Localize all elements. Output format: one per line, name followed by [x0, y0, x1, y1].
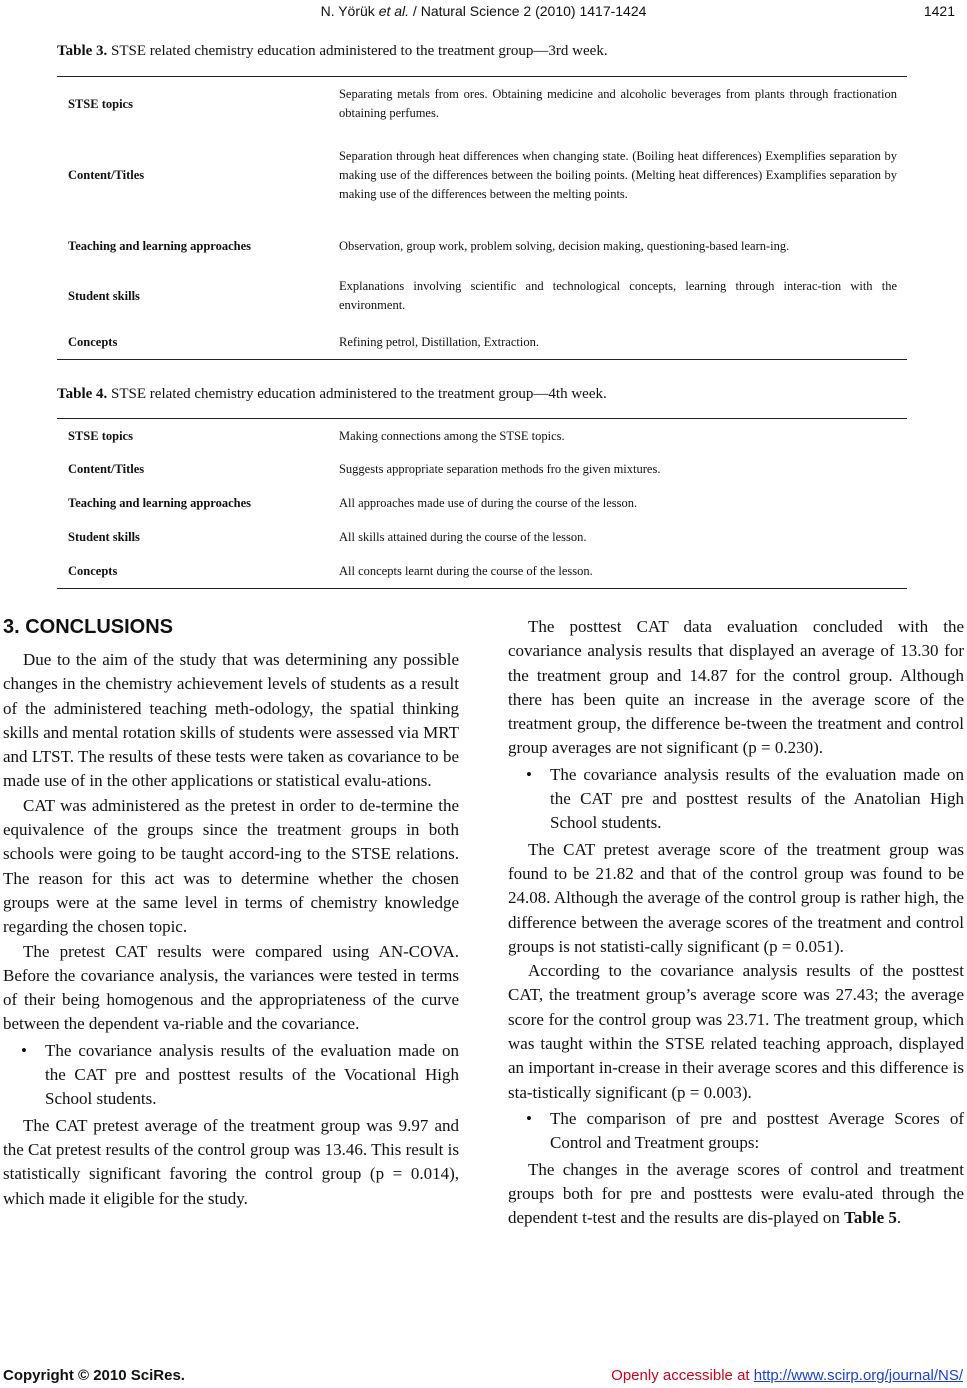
table-value: Refining petrol, Distillation, Extraction. [338, 334, 539, 349]
table-value: All skills attained during the course of the lesson. [338, 529, 587, 544]
table-row [57, 128, 907, 222]
table-value: All concepts learnt during the course of the lesson. [338, 563, 593, 578]
table3-top-rule [57, 76, 907, 77]
table3-caption [57, 43, 608, 60]
table4-caption [57, 386, 607, 403]
running-head [0, 3, 967, 23]
section-heading: 3. CONCLUSIONS [3, 616, 174, 638]
table-value: Suggests appropriate separation methods fro the given mixtures. [338, 461, 661, 476]
page-number: 1421 [923, 3, 955, 19]
bullet-text: The comparison of pre and posttest Average Scores of Control and Treatment groups: [550, 1108, 964, 1153]
bullet-item [508, 1107, 964, 1156]
table-key: Concepts [68, 563, 118, 578]
bullet-icon: • [526, 1108, 532, 1128]
open-access-note [611, 1367, 963, 1384]
bullet-item [3, 1039, 459, 1112]
table-row [57, 452, 907, 486]
citation-journal: / Natural Science 2 (2010) 1417-1424 [409, 3, 647, 19]
paragraph: The posttest CAT data evaluation concluded with the covariance analysis results that displayed an average of 13.30 for the treatment group and 14.87 for the control group. Although there has been quite an increase in the average score of the treatment group, the difference be-tween the treatment and control group averages are not significant (p = 0.230). [508, 617, 964, 758]
table5-reference: Table 5 [844, 1208, 897, 1228]
table-key: Student skills [68, 529, 140, 544]
right-column [508, 615, 964, 1230]
citation-line [0, 3, 967, 19]
bullet-text: The covariance analysis results of the evaluation made on the CAT pre and posttest results of the Vocational High School students. [45, 1040, 459, 1109]
table-key: Student skills [68, 288, 140, 303]
table-key: STSE topics [68, 96, 133, 111]
paragraph: The CAT pretest average score of the treatment group was found to be 21.82 and that of the control group was found to be 24.08. Although the average of the control group is rather high, the difference between the average scores of the treatment and control groups is not statisti-cally significant (p = 0.051). [508, 839, 964, 956]
bullet-item [508, 763, 964, 836]
table4 [57, 420, 907, 588]
citation-etal: et al. [378, 3, 410, 19]
table4-bottom-rule [57, 588, 907, 589]
table-value: All approaches made use of during the course of the lesson. [338, 495, 638, 510]
paragraph: The CAT pretest average of the treatment group was 9.97 and the Cat pretest results of the control group was 13.46. This result is statistically significant favoring the control group (p = 0.014), which made it eligible for the study. [3, 1115, 459, 1208]
table-key: STSE topics [68, 428, 133, 443]
journal-link[interactable]: http://www.scirp.org/journal/NS/ [753, 1367, 963, 1384]
table4-label: Table 4. [57, 386, 108, 402]
paragraph-end: . [896, 1208, 902, 1228]
table-value: Explanations involving scientific and technological concepts, learning through interac-tion with the environment. [338, 279, 897, 312]
table3-caption-text: STSE related chemistry education administered to the treatment group—3rd week. [107, 43, 608, 59]
table-row [57, 554, 907, 588]
table-value: Separating metals from ores. Obtaining medicine and alcoholic beverages from plants through fractionation obtaining perfumes. [338, 87, 897, 120]
table-key: Content/Titles [68, 461, 145, 476]
footer [0, 1367, 967, 1387]
paragraph: Due to the aim of the study that was determining any possible changes in the chemistry achievement levels of students as a result of the administered teaching meth-odology, the spatial thinking skills and mental rotation skills of students were assessed via MRT and LTST. The results of these tests were taken as covariance to be made use of in the other applications or statistical evalu-ations. [3, 650, 459, 791]
paragraph-text: The changes in the average scores of control and treatment groups both for pre and posttests were evalu-ated through the dependent t-test and the results are dis-played on [508, 1159, 964, 1228]
paragraph [508, 1158, 964, 1231]
table-row [57, 322, 907, 362]
table-value: Making connections among the STSE topics. [338, 428, 565, 443]
table4-top-rule [57, 418, 907, 419]
paragraph: The pretest CAT results were compared using AN-COVA. Before the covariance analysis, the variances were tested in terms of their being homogenous and the appropriateness of the curve between the dependent va-riable and the covariance. [3, 941, 459, 1034]
table-value: Observation, group work, problem solving, decision making, questioning-based learn-ing. [338, 238, 790, 253]
citation-authors: N. Yörük [320, 3, 379, 19]
table-row [57, 420, 907, 452]
paragraph: According to the covariance analysis results of the posttest CAT, the treatment group’s average score was 27.43; the average score for the control group was 23.71. The treatment group, which was taught within the STSE related teaching approach, displayed an important in-crease in their average scores and this difference is sta-tistically significant (p = 0.003). [508, 961, 964, 1102]
paragraph: CAT was administered as the pretest in order to de-termine the equivalence of the groups since the treatment groups in both schools were going to be taught accord-ing to the STSE relations. The reason for this act was to determine whether the chosen groups were at the same level in terms of chemistry knowledge regarding the chosen topic. [3, 795, 459, 937]
table4-caption-text: STSE related chemistry education administered to the treatment group—4th week. [107, 386, 607, 402]
table-row [57, 222, 907, 270]
table-key: Content/Titles [68, 167, 145, 182]
table-key: Teaching and learning approaches [68, 495, 252, 510]
table-key: Teaching and learning approaches [68, 238, 252, 253]
copyright: Copyright © 2010 SciRes. [3, 1367, 185, 1384]
table-value: Separation through heat differences when changing state. (Boiling heat differences) Exemplifies separation by making use of the differences between the boiling points. (Melting heat differences) Examplifies separation by making use of the differences between the melting points. [338, 148, 897, 201]
table-row [57, 80, 907, 128]
table-row [57, 520, 907, 554]
open-access-text: Openly accessible at [611, 1367, 754, 1384]
table3 [57, 80, 907, 362]
table-key: Concepts [68, 334, 118, 349]
table-row [57, 270, 907, 322]
table-row [57, 486, 907, 520]
bullet-icon: • [526, 764, 532, 784]
table3-bottom-rule [57, 359, 907, 360]
table3-label: Table 3. [57, 43, 108, 59]
left-column [3, 614, 459, 1211]
bullet-icon: • [21, 1040, 27, 1060]
bullet-text: The covariance analysis results of the evaluation made on the CAT pre and posttest results of the Anatolian High School students. [550, 764, 964, 833]
